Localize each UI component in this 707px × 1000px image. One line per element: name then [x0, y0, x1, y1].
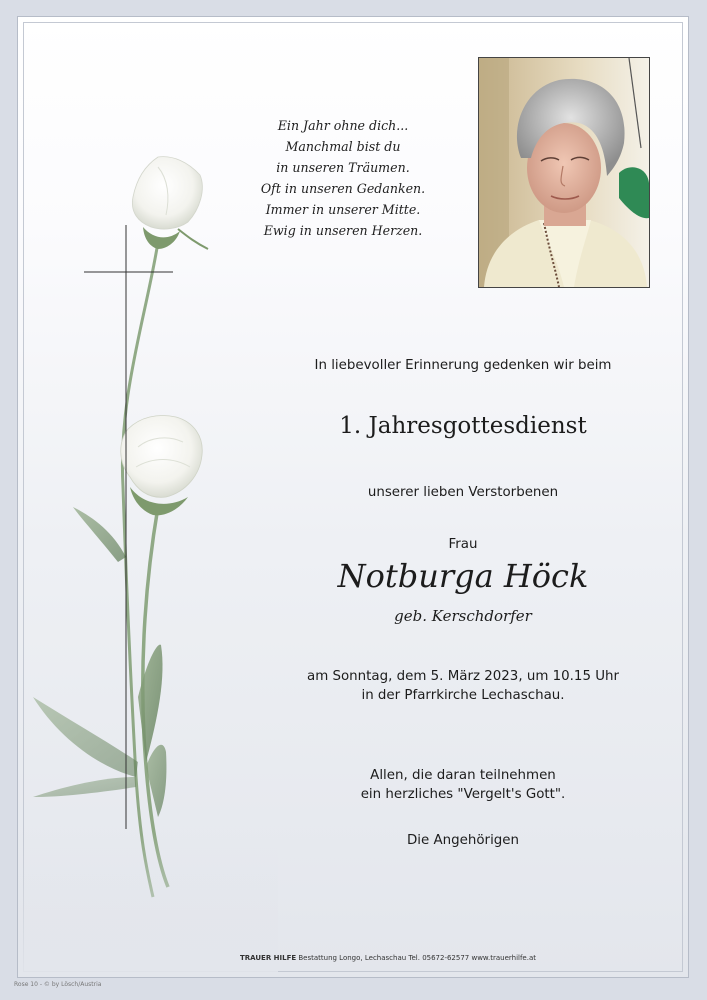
copyright-note: Rose 10 - © by Lösch/Austria — [14, 981, 102, 988]
thanks-line: ein herzliches "Vergelt's Gott". — [360, 787, 566, 802]
signature-relatives: Die Angehörigen — [406, 833, 520, 848]
service-date: am Sonntag, dem 5. März 2023, um 10.15 Uhr — [306, 669, 620, 684]
service-location: in der Pfarrkirche Lechaschau. — [361, 688, 565, 703]
footer-brand: TRAUER HILFE — [239, 954, 297, 962]
poem-line: Immer in unserer Mitte. — [265, 202, 421, 217]
portrait-photo — [478, 57, 650, 288]
poem-line: Ein Jahr ohne dich... — [277, 118, 409, 133]
service-title: 1. Jahresgottesdienst — [339, 413, 587, 439]
poem-line: in unseren Träumen. — [276, 160, 410, 175]
memorial-poem — [233, 115, 453, 241]
maiden-name: geb. Kerschdorfer — [394, 607, 532, 625]
deceased-name: Notburga Höck — [337, 557, 589, 595]
footer-details: Bestattung Longo, Lechaschau Tel. 05672-62577 www.trauerhilfe.at — [296, 954, 536, 962]
thanks-line: Allen, die daran teilnehmen — [370, 768, 556, 783]
memorial-card — [17, 16, 689, 978]
footer — [178, 954, 598, 962]
poem-line: Oft in unseren Gedanken. — [260, 181, 426, 196]
beloved-text: unserer lieben Verstorbenen — [367, 485, 559, 500]
salutation: Frau — [448, 537, 478, 552]
poem-line: Ewig in unseren Herzen. — [263, 223, 423, 238]
poem-line: Manchmal bist du — [285, 139, 401, 154]
intro-text: In liebevoller Erinnerung gedenken wir beim — [314, 358, 612, 373]
